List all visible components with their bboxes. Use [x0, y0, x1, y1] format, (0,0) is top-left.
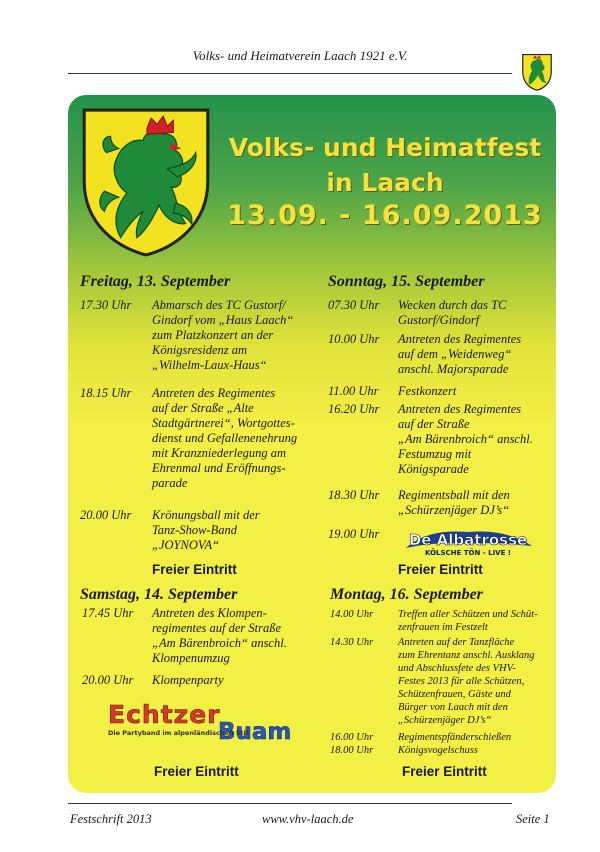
coat-of-arms-icon	[80, 106, 212, 258]
event-time: 14.00 Uhr	[330, 609, 374, 620]
event-description: Antreten des Regimentes auf dem „Weidenweg“ anschl. Majorsparade	[398, 332, 522, 376]
event-description: Wecken durch das TC Gustorf/Gindorf	[398, 298, 507, 327]
echtzer-buam-logo-word2: Buam	[218, 719, 292, 743]
echtzer-buam-logo-tagline: Die Partyband im alpenländischen Stil	[108, 729, 248, 737]
footer-rule	[68, 803, 512, 804]
echtzer-buam-logo	[106, 697, 294, 743]
day-heading-monday: Montag, 16. September	[330, 586, 483, 603]
event-description: Klompenparty	[152, 673, 224, 687]
event-time: 07.30 Uhr	[328, 298, 380, 312]
event-time: 16.00 Uhr	[330, 732, 374, 743]
day-heading-saturday: Samstag, 14. September	[80, 586, 238, 603]
event-description: Antreten auf der Tanzfläche zum Ehrentanz anschl. Ausklang und Abschlussfete des VHV- Festes 2013 für alle Schützen, Schützenfrauen, Gäste und Bürger von Laach mit den „Schürzenjäger DJ’s“	[398, 637, 535, 726]
free-entry-label: Freier Eintritt	[152, 562, 237, 577]
event-description: Antreten des Regimentes auf der Straße „Am Bärenbroich“ anschl. Festumzug mit Königsparade	[398, 402, 533, 476]
poster-subtitle: in Laach	[326, 168, 444, 197]
footer-page-number: Seite 1	[516, 812, 550, 826]
event-time: 19.00 Uhr	[328, 527, 380, 541]
event-time: 18.15 Uhr	[80, 386, 132, 400]
event-time: 18.00 Uhr	[330, 745, 374, 756]
event-description: Regimentsball mit den „Schürzenjäger DJ’s“	[398, 488, 510, 517]
event-description: Antreten des Klompen- regimentes auf der Straße „Am Bärenbroich“ anschl. Klompenumzug	[152, 606, 287, 665]
footer-left: Festschrift 2013	[70, 812, 152, 826]
free-entry-label: Freier Eintritt	[398, 562, 483, 577]
day-heading-friday: Freitag, 13. September	[80, 273, 231, 290]
albatrosse-logo	[402, 524, 536, 558]
event-time: 20.00 Uhr	[80, 508, 132, 522]
event-description: Abmarsch des TC Gustorf/ Gindorf vom „Haus Laach“ zum Platzkonzert an der Königsresidenz am „Wilhelm-Laux-Haus“	[152, 298, 294, 372]
event-time: 17.30 Uhr	[80, 298, 132, 312]
event-time: 18.30 Uhr	[328, 488, 380, 502]
event-time: 11.00 Uhr	[328, 384, 379, 398]
event-description: Treffen aller Schützen und Schüt- zenfrauen im Festzelt	[398, 609, 538, 633]
albatrosse-logo-tagline: KÖLSCHE TÖN - LIVE !	[424, 549, 512, 557]
event-time: 10.00 Uhr	[328, 332, 380, 346]
poster-title: Volks- und Heimatfest	[228, 133, 542, 162]
header-rule	[68, 73, 512, 74]
albatrosse-logo-name: De Albatrosse	[408, 531, 528, 549]
event-time: 16.20 Uhr	[328, 402, 380, 416]
event-time: 14.30 Uhr	[330, 637, 374, 648]
event-description: Königsvogelschuss	[398, 745, 478, 756]
free-entry-label: Freier Eintritt	[154, 764, 239, 779]
event-time: 20.00 Uhr	[82, 673, 134, 687]
poster-dates: 13.09. - 16.09.2013	[227, 200, 543, 231]
free-entry-label: Freier Eintritt	[402, 764, 487, 779]
footer-website-link[interactable]: www.vhv-laach.de	[262, 812, 354, 826]
event-description: Festkonzert	[398, 384, 457, 398]
event-time: 17.45 Uhr	[82, 606, 134, 620]
event-description: Regimentspfänderschießen	[398, 732, 512, 743]
day-heading-sunday: Sonntag, 15. September	[328, 273, 485, 290]
header-title: Volks- und Heimatverein Laach 1921 e.V.	[192, 48, 408, 63]
echtzer-buam-logo-word1: Echtzer	[108, 700, 221, 729]
small-crest-icon	[521, 53, 553, 91]
event-description: Krönungsball mit der Tanz-Show-Band „JOYNOVA“	[152, 508, 260, 552]
event-description: Antreten des Regimentes auf der Straße „Alte Stadtgärtnerei“, Wortgottes- dienst und Gefallenenehrung mit Kranzniederlegung am Ehrenmal und Eröffnungs- parade	[152, 386, 298, 490]
